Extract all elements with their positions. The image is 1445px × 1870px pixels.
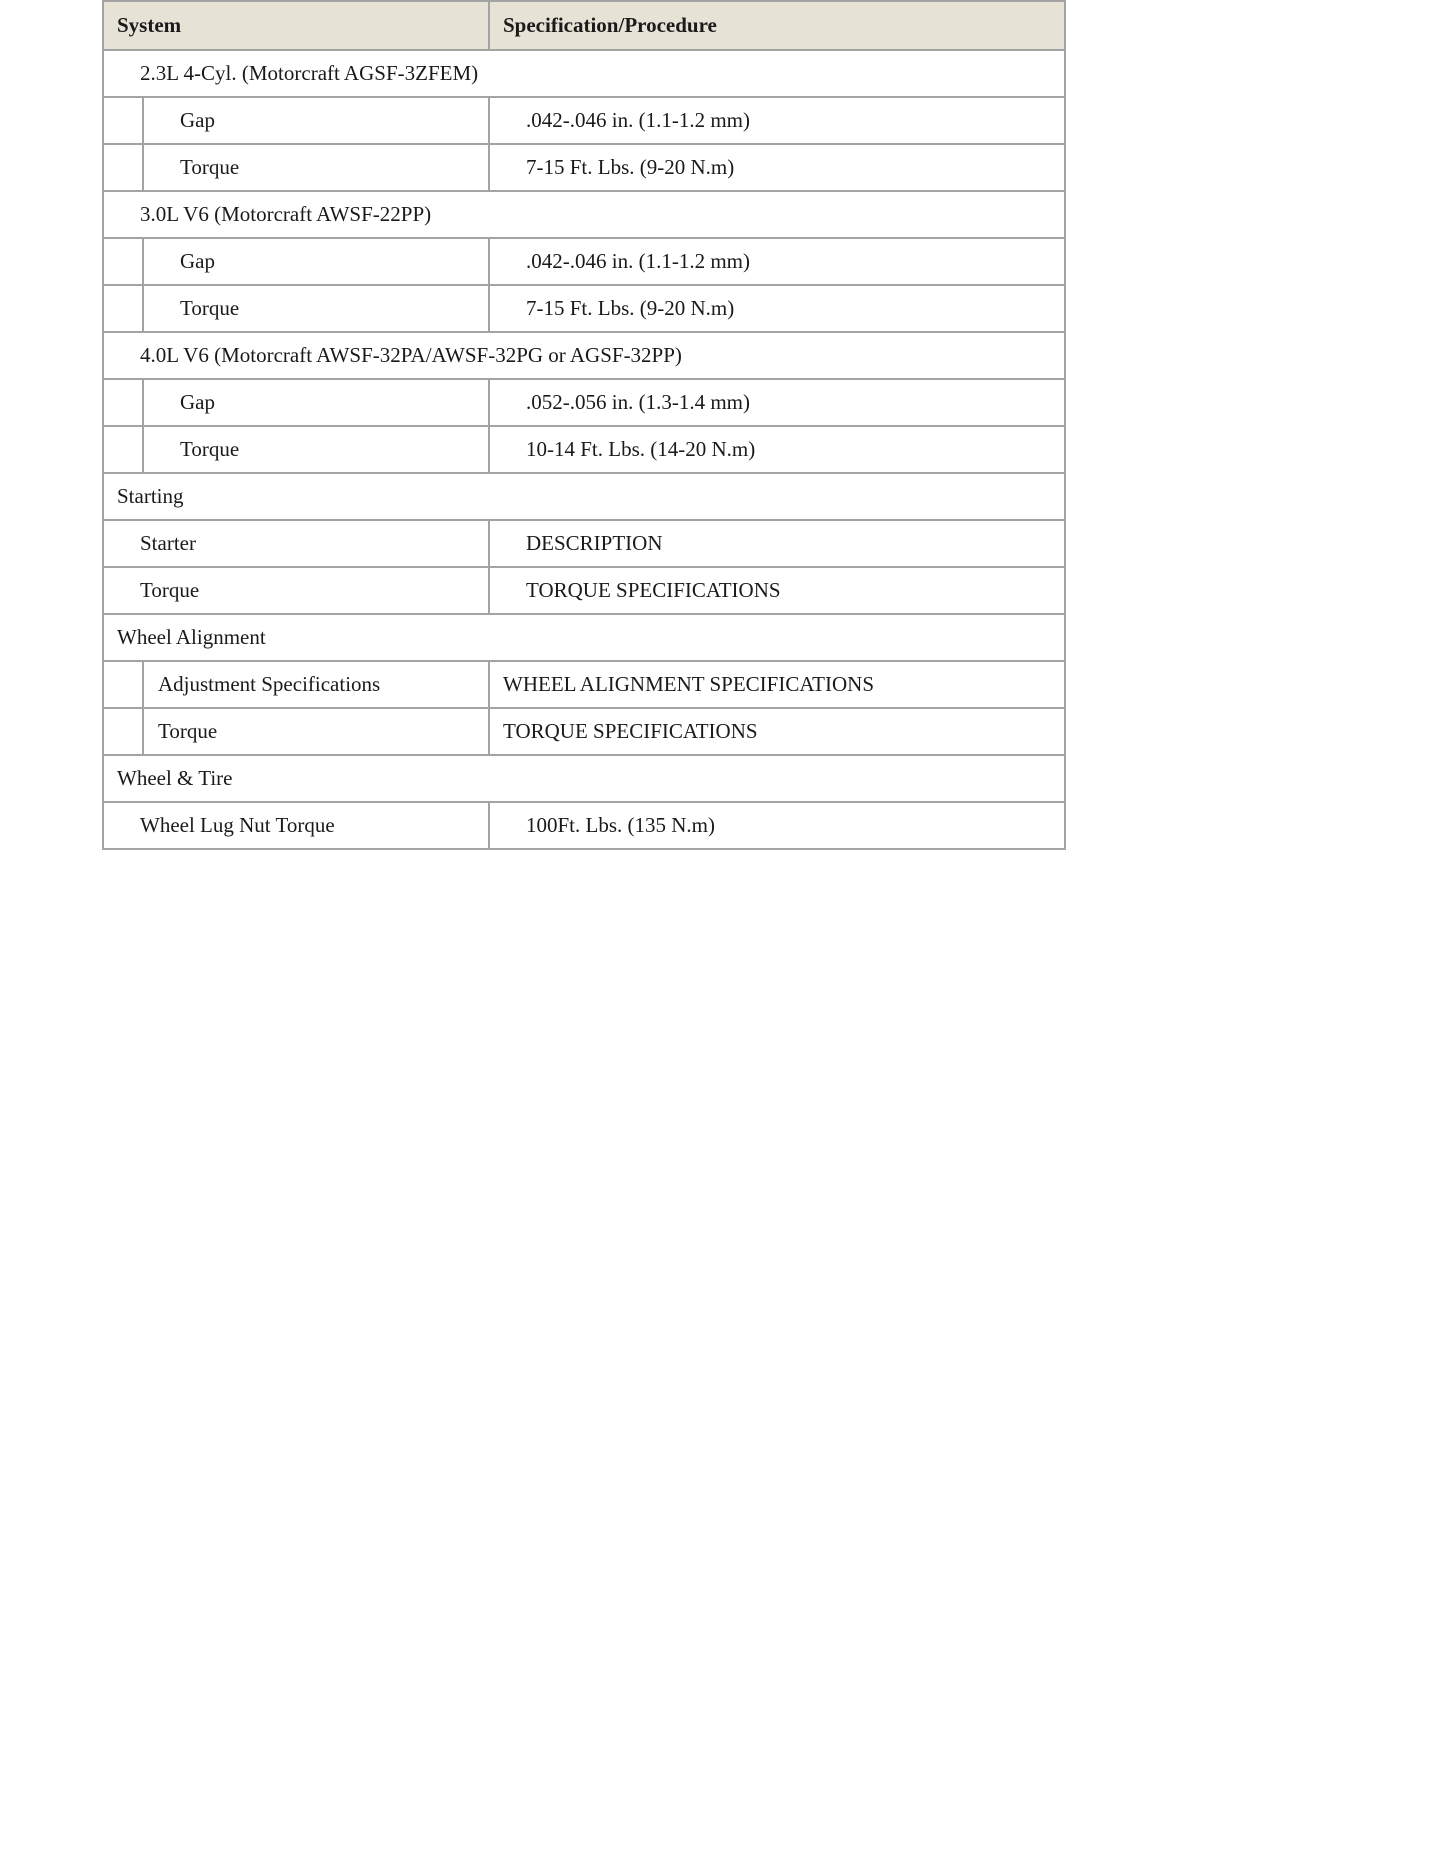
spec-row — [103, 426, 1065, 473]
row-value: .042-.046 in. (1.1-1.2 mm) — [489, 238, 1065, 285]
spec-body — [103, 50, 1065, 849]
group-label: 3.0L V6 (Motorcraft AWSF-22PP) — [103, 191, 1065, 238]
header-row — [103, 1, 1065, 50]
indent-gutter — [104, 98, 144, 143]
group-row — [103, 614, 1065, 661]
group-row — [103, 755, 1065, 802]
spec-row — [103, 238, 1065, 285]
row-label: Gap — [180, 390, 215, 414]
row-label: Torque — [180, 155, 240, 179]
row-label-cell — [103, 379, 489, 426]
spec-row — [103, 520, 1065, 567]
row-label-cell — [103, 426, 489, 473]
group-row — [103, 332, 1065, 379]
row-value: 7-15 Ft. Lbs. (9-20 N.m) — [489, 285, 1065, 332]
row-value: WHEEL ALIGNMENT SPECIFICATIONS — [489, 661, 1065, 708]
spec-row — [103, 661, 1065, 708]
row-label: Starter — [103, 520, 489, 567]
row-value: DESCRIPTION — [489, 520, 1065, 567]
row-value: .042-.046 in. (1.1-1.2 mm) — [489, 97, 1065, 144]
spec-row — [103, 97, 1065, 144]
indent-gutter — [104, 286, 144, 331]
group-label: 2.3L 4-Cyl. (Motorcraft AGSF-3ZFEM) — [103, 50, 1065, 97]
row-value: 10-14 Ft. Lbs. (14-20 N.m) — [489, 426, 1065, 473]
row-label-cell — [103, 661, 489, 708]
row-label: Gap — [180, 249, 215, 273]
indent-gutter — [104, 239, 144, 284]
spec-row — [103, 708, 1065, 755]
indent-gutter — [104, 427, 144, 472]
row-label: Gap — [180, 108, 215, 132]
row-label: Wheel Lug Nut Torque — [103, 802, 489, 849]
spec-row — [103, 285, 1065, 332]
spec-row — [103, 567, 1065, 614]
header-system: System — [103, 1, 489, 50]
group-label: Wheel Alignment — [103, 614, 1065, 661]
indent-gutter — [104, 709, 144, 754]
spec-table — [102, 0, 1066, 850]
group-row — [103, 473, 1065, 520]
header-spec: Specification/Procedure — [489, 1, 1065, 50]
spec-row — [103, 802, 1065, 849]
group-label: Wheel & Tire — [103, 755, 1065, 802]
row-value: TORQUE SPECIFICATIONS — [489, 708, 1065, 755]
row-value: TORQUE SPECIFICATIONS — [489, 567, 1065, 614]
row-value: 100Ft. Lbs. (135 N.m) — [489, 802, 1065, 849]
row-label-cell — [103, 285, 489, 332]
indent-gutter — [104, 145, 144, 190]
row-label: Torque — [180, 437, 240, 461]
row-label-cell — [103, 708, 489, 755]
group-label: Starting — [103, 473, 1065, 520]
row-label-cell — [103, 144, 489, 191]
row-value: 7-15 Ft. Lbs. (9-20 N.m) — [489, 144, 1065, 191]
row-label: Torque — [158, 719, 218, 743]
spec-row — [103, 144, 1065, 191]
group-row — [103, 191, 1065, 238]
group-label: 4.0L V6 (Motorcraft AWSF-32PA/AWSF-32PG or AGSF-32PP) — [103, 332, 1065, 379]
indent-gutter — [104, 380, 144, 425]
indent-gutter — [104, 662, 144, 707]
group-row — [103, 50, 1065, 97]
row-label: Torque — [180, 296, 240, 320]
row-label: Adjustment Specifications — [158, 672, 381, 696]
row-label: Torque — [103, 567, 489, 614]
row-value: .052-.056 in. (1.3-1.4 mm) — [489, 379, 1065, 426]
row-label-cell — [103, 97, 489, 144]
row-label-cell — [103, 238, 489, 285]
spec-row — [103, 379, 1065, 426]
